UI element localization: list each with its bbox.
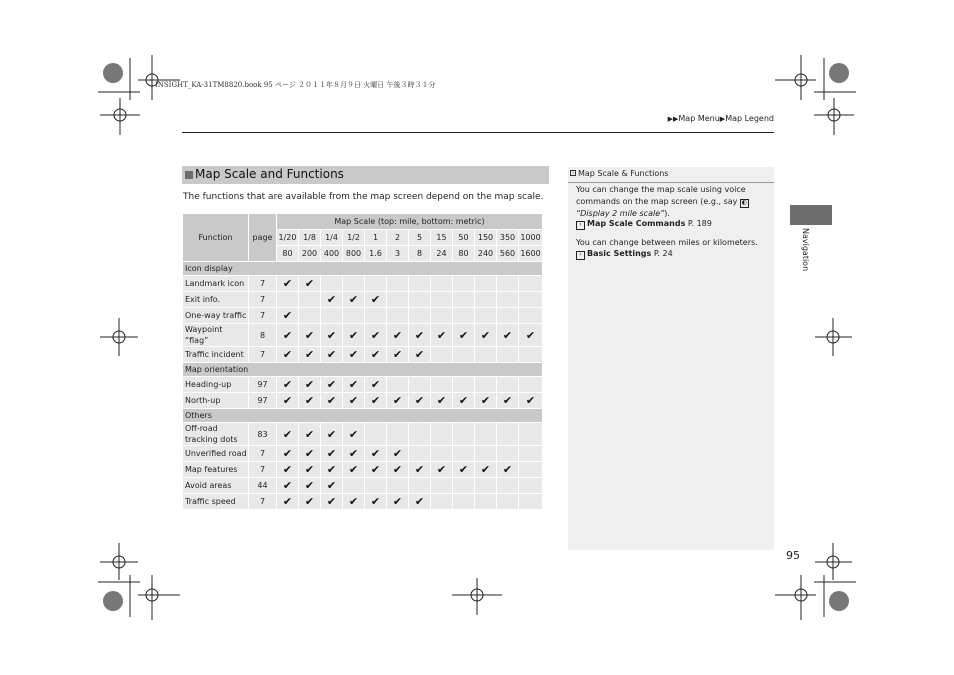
check-icon: ✔ [387, 324, 408, 346]
empty-cell [277, 292, 298, 307]
reference-arrow-icon: › [576, 251, 585, 260]
check-icon: ✔ [409, 462, 430, 477]
scale-metric-8: 80 [453, 246, 474, 261]
check-icon: ✔ [343, 393, 364, 408]
empty-cell [497, 276, 518, 291]
page-ref: 44 [249, 478, 276, 493]
intro-text: The functions that are available from the map screen depend on the map scale. [183, 192, 544, 202]
empty-cell [387, 423, 408, 445]
scale-metric-2: 400 [321, 246, 342, 261]
category-row: Map orientation [183, 363, 542, 376]
check-icon: ✔ [343, 324, 364, 346]
check-icon: ✔ [299, 347, 320, 362]
breadcrumb-separator: ▶ [719, 115, 726, 123]
check-icon: ✔ [497, 462, 518, 477]
breadcrumb-arrows: ▶▶ [667, 115, 679, 123]
ref2-label: Basic Settings [587, 249, 652, 258]
check-icon: ✔ [277, 393, 298, 408]
empty-cell [497, 478, 518, 493]
check-icon: ✔ [299, 462, 320, 477]
ref1-label: Map Scale Commands [587, 219, 686, 228]
empty-cell [519, 308, 542, 323]
scale-mile-4: 1 [365, 230, 386, 245]
reference-arrow-icon: › [576, 221, 585, 230]
col-header-map-scale: Map Scale (top: mile, bottom: metric) [277, 214, 542, 229]
check-icon: ✔ [387, 393, 408, 408]
check-icon: ✔ [321, 347, 342, 362]
empty-cell [387, 308, 408, 323]
sidebar-title: Map Scale & Functions [578, 169, 669, 178]
function-label: Traffic speed [183, 494, 248, 509]
empty-cell [475, 276, 496, 291]
empty-cell [453, 494, 474, 509]
check-icon: ✔ [343, 423, 364, 445]
table-row [183, 377, 542, 392]
table-row [183, 292, 542, 307]
check-icon: ✔ [365, 377, 386, 392]
empty-cell [431, 423, 452, 445]
check-icon: ✔ [343, 494, 364, 509]
empty-cell [299, 292, 320, 307]
empty-cell [299, 308, 320, 323]
category-row: Icon display [183, 262, 542, 275]
chapter-tab-label: Navigation [801, 228, 810, 272]
scale-mile-6: 5 [409, 230, 430, 245]
check-icon: ✔ [519, 324, 542, 346]
scale-mile-8: 50 [453, 230, 474, 245]
function-label: Traffic incident [183, 347, 248, 362]
function-label: Unverified road [183, 446, 248, 461]
empty-cell [343, 276, 364, 291]
table-row [183, 347, 542, 362]
check-icon: ✔ [299, 324, 320, 346]
sidebar-title-bar [568, 167, 774, 183]
check-icon: ✔ [409, 324, 430, 346]
empty-cell [497, 377, 518, 392]
page-ref: 7 [249, 292, 276, 307]
page-ref: 7 [249, 462, 276, 477]
check-icon: ✔ [277, 462, 298, 477]
page-ref: 7 [249, 276, 276, 291]
sidebar-ref-map-scale-commands[interactable] [576, 219, 712, 230]
check-icon: ✔ [343, 377, 364, 392]
category-row: Others [183, 409, 542, 422]
col-header-function: Function [183, 214, 248, 261]
table-row [183, 324, 542, 346]
empty-cell [431, 292, 452, 307]
table-row [183, 462, 542, 477]
check-icon: ✔ [321, 446, 342, 461]
scale-metric-3: 800 [343, 246, 364, 261]
check-icon: ✔ [321, 324, 342, 346]
check-icon: ✔ [409, 347, 430, 362]
check-icon: ✔ [277, 446, 298, 461]
check-icon: ✔ [497, 393, 518, 408]
check-icon: ✔ [453, 324, 474, 346]
empty-cell [475, 478, 496, 493]
page-ref: 83 [249, 423, 276, 445]
empty-cell [497, 347, 518, 362]
check-icon: ✔ [365, 494, 386, 509]
check-icon: ✔ [277, 494, 298, 509]
empty-cell [519, 292, 542, 307]
empty-cell [497, 308, 518, 323]
check-icon: ✔ [299, 423, 320, 445]
check-icon: ✔ [365, 324, 386, 346]
table-row [183, 393, 542, 408]
scale-mile-7: 15 [431, 230, 452, 245]
function-label: Map features [183, 462, 248, 477]
check-icon: ✔ [277, 347, 298, 362]
function-label: Waypoint “flag” [183, 324, 248, 346]
empty-cell [431, 308, 452, 323]
page-ref: 7 [249, 494, 276, 509]
check-icon: ✔ [321, 423, 342, 445]
check-icon: ✔ [475, 393, 496, 408]
function-label: Exit info. [183, 292, 248, 307]
empty-cell [431, 347, 452, 362]
empty-cell [519, 347, 542, 362]
page-ref: 97 [249, 377, 276, 392]
empty-cell [365, 478, 386, 493]
empty-cell [453, 347, 474, 362]
function-label: Off-road tracking dots [183, 423, 248, 445]
function-label: Avoid areas [183, 478, 248, 493]
empty-cell [453, 276, 474, 291]
empty-cell [475, 494, 496, 509]
check-icon: ✔ [431, 324, 452, 346]
empty-cell [519, 494, 542, 509]
scale-mile-1: 1/8 [299, 230, 320, 245]
check-icon: ✔ [409, 494, 430, 509]
header-rule [182, 132, 774, 133]
check-icon: ✔ [365, 347, 386, 362]
section-title: Map Scale and Functions [195, 167, 344, 181]
check-icon: ✔ [343, 347, 364, 362]
map-scale-table [182, 213, 543, 510]
table-row [183, 423, 542, 445]
check-icon: ✔ [387, 347, 408, 362]
empty-cell [409, 423, 430, 445]
empty-cell [519, 377, 542, 392]
empty-cell [519, 446, 542, 461]
table-row [183, 478, 542, 493]
empty-cell [453, 423, 474, 445]
page-number: 95 [786, 549, 800, 562]
scale-metric-9: 240 [475, 246, 496, 261]
check-icon: ✔ [387, 446, 408, 461]
sidebar-ref-basic-settings[interactable] [576, 249, 673, 260]
empty-cell [343, 308, 364, 323]
check-icon: ✔ [365, 446, 386, 461]
empty-cell [497, 446, 518, 461]
check-icon: ✔ [277, 324, 298, 346]
scale-metric-0: 80 [277, 246, 298, 261]
empty-cell [453, 292, 474, 307]
scale-metric-7: 24 [431, 246, 452, 261]
check-icon: ✔ [343, 462, 364, 477]
check-icon: ✔ [299, 377, 320, 392]
empty-cell [453, 446, 474, 461]
empty-cell [365, 308, 386, 323]
page-ref: 97 [249, 393, 276, 408]
empty-cell [431, 276, 452, 291]
check-icon: ✔ [277, 478, 298, 493]
check-icon: ✔ [365, 292, 386, 307]
check-icon: ✔ [365, 393, 386, 408]
ref1-page: P. 189 [687, 219, 712, 228]
empty-cell [475, 308, 496, 323]
empty-cell [519, 423, 542, 445]
empty-cell [475, 347, 496, 362]
empty-cell [519, 462, 542, 477]
check-icon: ✔ [365, 462, 386, 477]
empty-cell [321, 308, 342, 323]
col-header-page: page [249, 214, 276, 261]
sidebar-paragraph-voice: You can change the map scale using voice commands on the map screen (e.g., say ◐ “Display 2 mile scale”). [576, 185, 748, 218]
check-icon: ✔ [387, 494, 408, 509]
check-icon: ✔ [321, 462, 342, 477]
check-icon: ✔ [299, 276, 320, 291]
check-icon: ✔ [277, 423, 298, 445]
empty-cell [453, 377, 474, 392]
scale-mile-9: 150 [475, 230, 496, 245]
empty-cell [497, 494, 518, 509]
table-row [183, 276, 542, 291]
page-ref: 7 [249, 308, 276, 323]
breadcrumb [668, 114, 774, 123]
sidebar-para1-text: You can change the map scale using voice commands on the map screen (e.g., say [576, 185, 746, 206]
empty-cell [387, 377, 408, 392]
empty-cell [497, 292, 518, 307]
empty-cell [387, 276, 408, 291]
empty-cell [343, 478, 364, 493]
section-heading [182, 166, 549, 184]
check-icon: ✔ [299, 478, 320, 493]
breadcrumb-item-map-menu[interactable]: Map Menu [678, 114, 720, 123]
check-icon: ✔ [277, 377, 298, 392]
talk-button-icon: ◐ [741, 198, 748, 206]
empty-cell [497, 423, 518, 445]
section-square-icon [185, 171, 193, 179]
empty-cell [409, 292, 430, 307]
check-icon: ✔ [343, 446, 364, 461]
function-label: Landmark icon [183, 276, 248, 291]
check-icon: ✔ [299, 393, 320, 408]
empty-cell [431, 478, 452, 493]
check-icon: ✔ [277, 308, 298, 323]
empty-cell [475, 423, 496, 445]
check-icon: ✔ [475, 324, 496, 346]
empty-cell [431, 446, 452, 461]
function-label: One-way traffic [183, 308, 248, 323]
ref2-page: P. 24 [653, 249, 673, 258]
check-icon: ✔ [321, 377, 342, 392]
empty-cell [365, 276, 386, 291]
check-icon: ✔ [519, 393, 542, 408]
empty-cell [519, 276, 542, 291]
page-ref: 7 [249, 347, 276, 362]
sidebar-paragraph-units: You can change between miles or kilometers. [576, 238, 758, 247]
scale-mile-10: 350 [497, 230, 518, 245]
empty-cell [475, 377, 496, 392]
table-row [183, 446, 542, 461]
sidebar-note [568, 167, 774, 550]
check-icon: ✔ [277, 276, 298, 291]
scale-mile-0: 1/20 [277, 230, 298, 245]
empty-cell [409, 446, 430, 461]
check-icon: ✔ [343, 292, 364, 307]
check-icon: ✔ [321, 478, 342, 493]
function-label: Heading-up [183, 377, 248, 392]
check-icon: ✔ [321, 292, 342, 307]
scale-metric-1: 200 [299, 246, 320, 261]
check-icon: ✔ [475, 462, 496, 477]
empty-cell [409, 308, 430, 323]
scale-metric-4: 1.6 [365, 246, 386, 261]
check-icon: ✔ [299, 494, 320, 509]
empty-cell [409, 478, 430, 493]
empty-cell [409, 276, 430, 291]
breadcrumb-item-map-legend[interactable]: Map Legend [725, 114, 774, 123]
empty-cell [475, 292, 496, 307]
check-icon: ✔ [299, 446, 320, 461]
empty-cell [387, 478, 408, 493]
table-row [183, 308, 542, 323]
empty-cell [453, 308, 474, 323]
scale-mile-5: 2 [387, 230, 408, 245]
scale-metric-6: 8 [409, 246, 430, 261]
empty-cell [321, 276, 342, 291]
empty-cell [431, 494, 452, 509]
check-icon: ✔ [431, 393, 452, 408]
sidebar-voice-quote: “Display 2 mile scale” [576, 208, 665, 218]
table-row [183, 494, 542, 509]
empty-cell [453, 478, 474, 493]
scale-metric-10: 560 [497, 246, 518, 261]
chapter-tab [790, 205, 832, 225]
check-icon: ✔ [321, 494, 342, 509]
check-icon: ✔ [409, 393, 430, 408]
scale-mile-2: 1/4 [321, 230, 342, 245]
check-icon: ✔ [321, 393, 342, 408]
check-icon: ✔ [431, 462, 452, 477]
function-label: North-up [183, 393, 248, 408]
scale-mile-3: 1/2 [343, 230, 364, 245]
empty-cell [475, 446, 496, 461]
scale-metric-11: 1600 [519, 246, 542, 261]
note-icon: › [572, 170, 574, 176]
check-icon: ✔ [453, 393, 474, 408]
empty-cell [431, 377, 452, 392]
page-ref: 7 [249, 446, 276, 461]
empty-cell [387, 292, 408, 307]
page-ref: 8 [249, 324, 276, 346]
print-header-line: INSIGHT_KA-31TM8820.book 95 ページ ２０１１年８月９日 火曜日 午後３時３１分 [155, 81, 436, 89]
check-icon: ✔ [387, 462, 408, 477]
empty-cell [365, 423, 386, 445]
scale-metric-5: 3 [387, 246, 408, 261]
check-icon: ✔ [497, 324, 518, 346]
scale-mile-11: 1000 [519, 230, 542, 245]
empty-cell [519, 478, 542, 493]
empty-cell [409, 377, 430, 392]
check-icon: ✔ [453, 462, 474, 477]
